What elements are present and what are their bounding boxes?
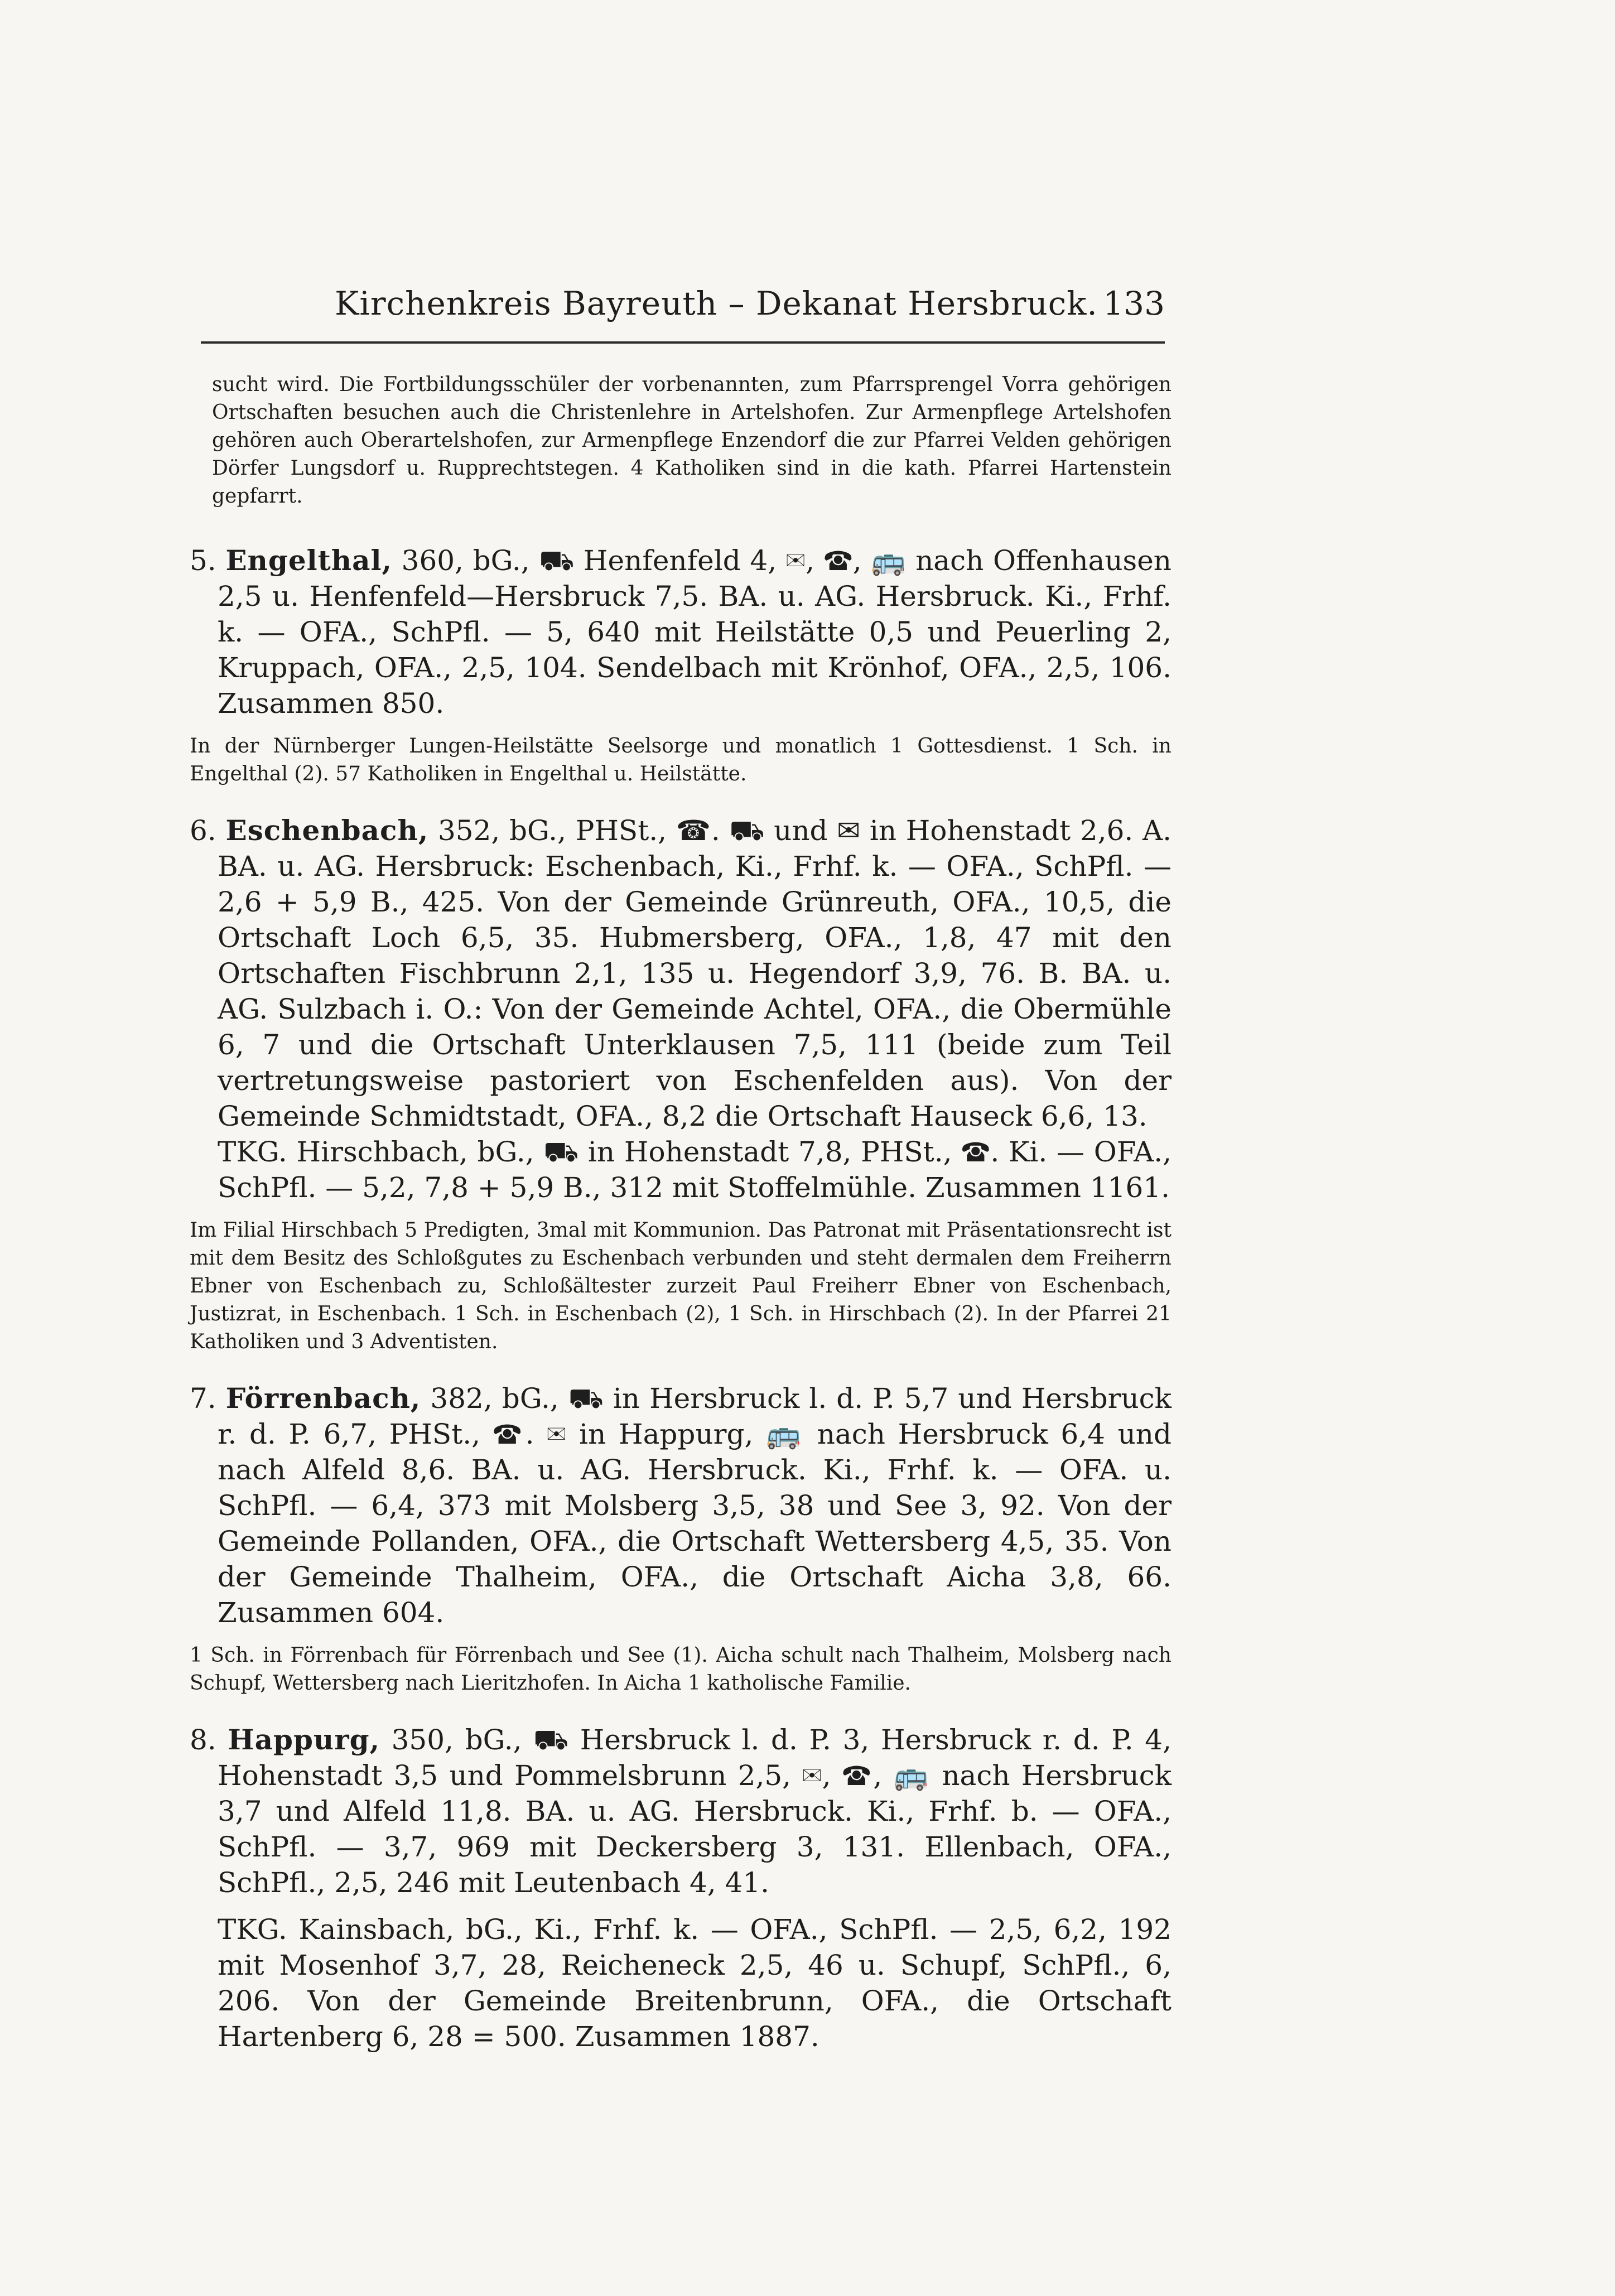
parish-entry-engelthal — [190, 543, 1172, 721]
entry-text: 352, bG., PHSt., ☎. ⛟ und ✉ in Hohenstadt 2,6. A. BA. u. AG. Hersbruck: Eschenbach, Ki., Frhf. k. — OFA., SchPfl. — 2,6 + 5,9 B., 425. Von der Gemeinde Grünreuth, OFA., 10,5, die Ortschaft Loch 6,5, 35. Hubmersberg, OFA., 1,8, 47 mit den Ortschaften Fischbrunn 2,1, 135 u. Hegendorf 3,9, 76. B. BA. u. AG. Sulzbach i. O.: Von der Gemeinde Achtel, OFA., die Obermühle 6, 7 und die Ortschaft Unterklausen 7,5, 111 (beide zum Teil vertretungsweise pastoriert von Eschenfelden aus). Von der Gemeinde Schmidtstadt, OFA., 8,2 die Ortschaft Hauseck 6,6, 13. — [218, 814, 1172, 1132]
sub-parish-entry: TKG. Kainsbach, bG., Ki., Frhf. k. — OFA., SchPfl. — 2,5, 6,2, 192 mit Mosenhof 3,7, 28, Reicheneck 2,5, 46 u. Schupf, SchPfl., 6, 206. Von der Gemeinde Breitenbrunn, OFA., die Ortschaft Hartenberg 6, 28 = 500. Zusammen 1887. — [218, 1913, 1172, 2053]
page-body — [190, 371, 1172, 2054]
entry-text: 350, bG., ⛟ Hersbruck l. d. P. 3, Hersbruck r. d. P. 4, Hohenstadt 3,5 und Pommelsbrunn 2,5, ✉, ☎, 🚌 nach Hersbruck 3,7 und Alfeld 11,8. BA. u. AG. Hersbruck. Ki., Frhf. b. — OFA., SchPfl. — 3,7, 969 mit Deckersberg 3, 131. Ellenbach, OFA., SchPfl., 2,5, 246 mit Leutenbach 4, 41. — [218, 1724, 1172, 1899]
sub-parish-entry: TKG. Hirschbach, bG., ⛟ in Hohenstadt 7,8, PHSt., ☎. Ki. — OFA., SchPfl. — 5,2, 7,8 + 5,9 B., 312 mit Stoffelmühle. Zusammen 1161. — [218, 1136, 1172, 1204]
parish-entry-foerrenbach — [190, 1381, 1172, 1631]
parish-name: Engelthal, — [225, 544, 392, 577]
entry-text: 360, bG., ⛟ Henfenfeld 4, ✉, ☎, 🚌 nach Offenhausen 2,5 u. Henfenfeld—Hersbruck 7,5. BA. u. AG. Hersbruck. Ki., Frhf. k. — OFA., SchPfl. — 5, 640 mit Heilstätte 0,5 und Peuerling 2, Kruppach, OFA., 2,5, 104. Sendelbach mit Krönhof, OFA., 2,5, 106. Zusammen 850. — [218, 544, 1172, 720]
entry-text: 382, bG., ⛟ in Hersbruck l. d. P. 5,7 und Hersbruck r. d. P. 6,7, PHSt., ☎. ✉ in Happurg, 🚌 nach Hersbruck 6,4 und nach Alfeld 8,6. BA. u. AG. Hersbruck. Ki., Frhf. k. — OFA. u. SchPfl. — 6,4, 373 mit Molsberg 3,5, 38 und See 3, 92. Von der Gemeinde Pollanden, OFA., die Ortschaft Wettersberg 4,5, 35. Von der Gemeinde Thalheim, OFA., die Ortschaft Aicha 3,8, 66. Zusammen 604. — [218, 1382, 1172, 1629]
entry-note: 1 Sch. in Förrenbach für Förrenbach und See (1). Aicha schult nach Thalheim, Molsberg nach Schupf, Wettersberg nach Lieritzhofen. In Aicha 1 katholische Familie. — [190, 1644, 1172, 1695]
page-header — [201, 284, 1165, 340]
parish-entry-happurg — [190, 1722, 1172, 1901]
entry-number: 5. — [190, 544, 216, 577]
page-number: 133 — [1103, 284, 1165, 322]
parish-name: Förrenbach, — [225, 1382, 421, 1415]
entry-number: 8. — [190, 1724, 216, 1756]
entry-note: In der Nürnberger Lungen-Heilstätte Seelsorge und monatlich 1 Gottesdienst. 1 Sch. in Engelthal (2). 57 Katholiken in Engelthal u. Heilstätte. — [190, 735, 1172, 785]
entry-note: Im Filial Hirschbach 5 Predigten, 3mal mit Kommunion. Das Patronat mit Präsentationsrecht ist mit dem Besitz des Schloßgutes zu Eschenbach verbunden und steht dermalen dem Freiherrn Ebner von Eschenbach zu, Schloßältester zurzeit Paul Freiherr Ebner von Eschenbach, Justizrat, in Eschenbach. 1 Sch. in Eschenbach (2), 1 Sch. in Hirschbach (2). In der Pfarrei 21 Katholiken und 3 Adventisten. — [190, 1219, 1172, 1353]
continued-note: sucht wird. Die Fortbildungsschüler der vorbenannten, zum Pfarrsprengel Vorra gehörigen Ortschaften besuchen auch die Christenlehre in Artelshofen. Zur Armenpflege Artelshofen gehören auch Oberartelshofen, zur Armenpflege Enzendorf die zur Pfarrei Velden gehörigen Dörfer Lungsdorf u. Rupprechtstegen. 4 Katholiken sind in die kath. Pfarrei Hartenstein gepfarrt. — [212, 373, 1172, 508]
parish-entry-eschenbach — [190, 813, 1172, 1134]
parish-name: Happurg, — [228, 1723, 380, 1756]
parish-name: Eschenbach, — [225, 814, 429, 847]
header-rule — [201, 341, 1165, 344]
entry-number: 6. — [190, 814, 216, 847]
running-head: Kirchenkreis Bayreuth – Dekanat Hersbruck. — [335, 284, 1098, 322]
entry-number: 7. — [190, 1382, 216, 1415]
